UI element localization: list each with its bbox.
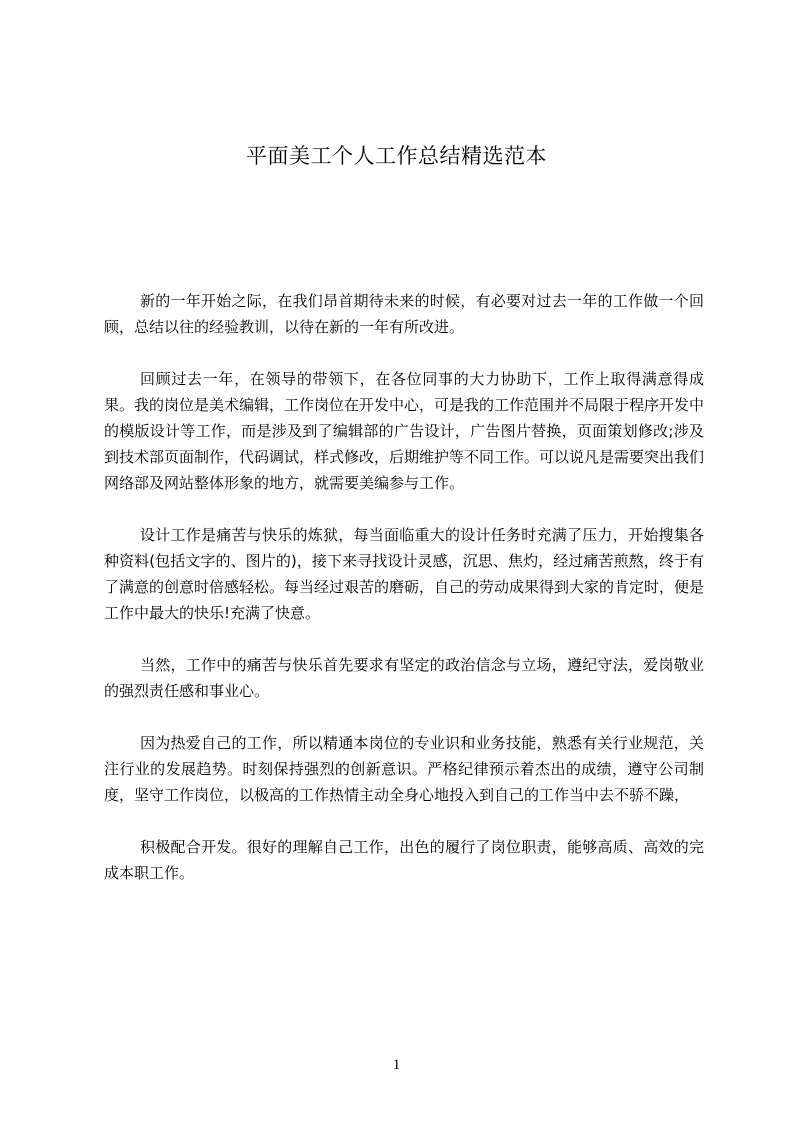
- paragraph-cooperation: 积极配合开发。很好的理解自己工作，出色的履行了岗位职责，能够高质、高效的完成本职工作。: [104, 838, 704, 882]
- paragraph-review: 回顾过去一年，在领导的带领下，在各位同事的大力协助下，工作上取得满意得成果。我的岗位是美术编辑，工作岗位在开发中心，可是我的工作范围并不局限于程序开发中的模版设计等工作，而是涉及到了编辑部的广告设计，广告图片替换，页面策划修改;涉及到技术部页面制作，代码调试，样式修改，后期维护等不同工作。可以说凡是需要突出我们网络部及网站整体形象的地方，就需要美编参与工作。: [104, 370, 705, 492]
- paragraph-intro: 新的一年开始之际，在我们昂首期待未来的时候，有必要对过去一年的工作做一个回顾，总结以往的经验教训，以待在新的一年有所改进。: [104, 292, 704, 336]
- paragraph-principles: 当然，工作中的痛苦与快乐首先要求有坚定的政治信念与立场，遵纪守法，爱岗敬业的强烈责任感和事业心。: [104, 656, 704, 700]
- document-title: 平面美工个人工作总结精选范本: [246, 144, 547, 168]
- document-body: [104, 288, 704, 912]
- paragraph-design-work: 设计工作是痛苦与快乐的炼狱，每当面临重大的设计任务时充满了压力，开始搜集各种资料(包括文字的、图片的)，接下来寻找设计灵感，沉思、焦灼，经过痛苦煎熬，终于有了满意的创意时倍感轻松。每当经过艰苦的磨砺，自己的劳动成果得到大家的肯定时，便是工作中最大的快乐!充满了快意。: [104, 526, 705, 622]
- page-number: 1: [392, 1057, 401, 1073]
- paragraph-professional-skills: 因为热爱自己的工作，所以精通本岗位的专业识和业务技能，熟悉有关行业规范，关注行业的发展趋势。时刻保持强烈的创新意识。严格纪律预示着杰出的成绩，遵守公司制度，坚守工作岗位，以极高的工作热情主动全身心地投入到自己的工作当中去不骄不躁，: [104, 734, 704, 804]
